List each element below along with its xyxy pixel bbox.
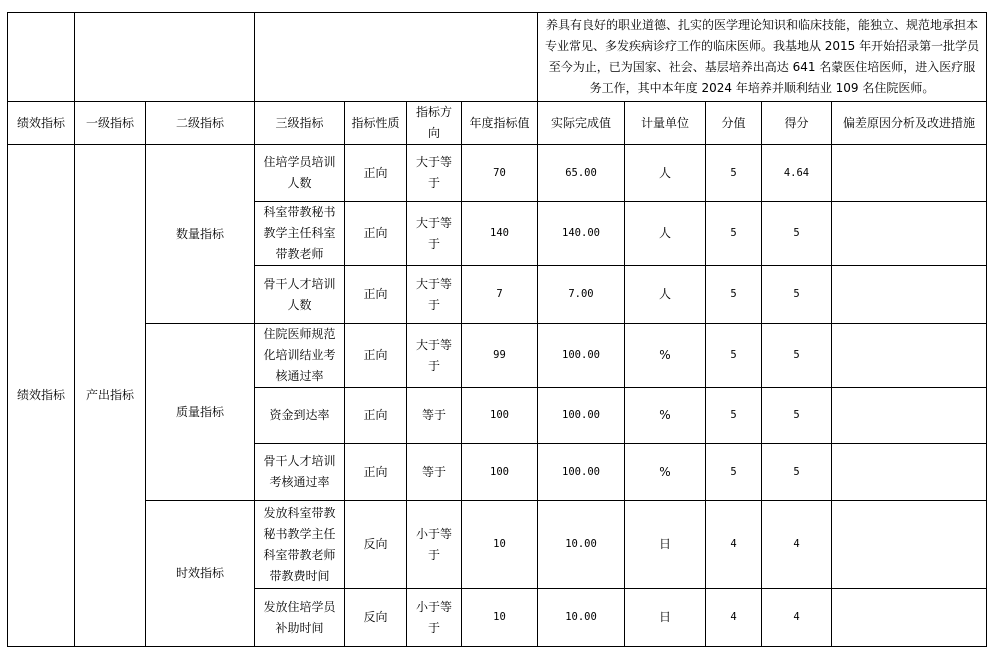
indicator-name: 发放科室带教秘书教学主任科室带教老师带教费时间 (255, 501, 345, 589)
score: 5 (762, 388, 832, 444)
annual-target: 100 (462, 444, 538, 501)
header-cell: 三级指标 (255, 102, 345, 145)
remark (832, 388, 987, 444)
performance-table (7, 12, 987, 647)
weight: 5 (706, 444, 762, 501)
indicator-name: 科室带教秘书教学主任科室带教老师 (255, 202, 345, 266)
header-cell: 指标方向 (407, 102, 462, 145)
weight: 4 (706, 589, 762, 647)
header-cell: 实际完成值 (538, 102, 625, 145)
remark (832, 145, 987, 202)
indicator-name: 住院医师规范化培训结业考核通过率 (255, 324, 345, 388)
remark (832, 266, 987, 324)
group-quality: 质量指标 (146, 324, 255, 501)
weight: 5 (706, 388, 762, 444)
unit: 日 (625, 501, 706, 589)
indicator-direction: 大于等于 (407, 324, 462, 388)
indicator-nature: 正向 (345, 444, 407, 501)
indicator-direction: 大于等于 (407, 145, 462, 202)
score: 5 (762, 444, 832, 501)
annual-target: 99 (462, 324, 538, 388)
level1-cell: 产出指标 (75, 145, 146, 647)
annual-target: 7 (462, 266, 538, 324)
annual-target: 140 (462, 202, 538, 266)
weight: 5 (706, 266, 762, 324)
blank-cell (8, 13, 75, 102)
indicator-name: 发放住培学员补助时间 (255, 589, 345, 647)
unit: 人 (625, 145, 706, 202)
remark (832, 202, 987, 266)
header-cell: 偏差原因分析及改进措施 (832, 102, 987, 145)
remark (832, 324, 987, 388)
indicator-direction: 等于 (407, 444, 462, 501)
score: 4 (762, 501, 832, 589)
header-cell: 得分 (762, 102, 832, 145)
actual-value: 100.00 (538, 444, 625, 501)
header-cell: 计量单位 (625, 102, 706, 145)
indicator-nature: 正向 (345, 388, 407, 444)
weight: 5 (706, 202, 762, 266)
indicator-direction: 大于等于 (407, 266, 462, 324)
unit: % (625, 444, 706, 501)
actual-value: 65.00 (538, 145, 625, 202)
score: 5 (762, 202, 832, 266)
score: 4.64 (762, 145, 832, 202)
actual-value: 10.00 (538, 501, 625, 589)
header-cell: 分值 (706, 102, 762, 145)
header-cell: 绩效指标 (8, 102, 75, 145)
header-cell: 二级指标 (146, 102, 255, 145)
weight: 5 (706, 145, 762, 202)
unit: 人 (625, 266, 706, 324)
indicator-nature: 正向 (345, 202, 407, 266)
actual-value: 7.00 (538, 266, 625, 324)
unit: 日 (625, 589, 706, 647)
group-quantity: 数量指标 (146, 145, 255, 324)
blank-cell (75, 13, 255, 102)
indicator-name: 资金到达率 (255, 388, 345, 444)
unit: % (625, 388, 706, 444)
indicator-name: 骨干人才培训人数 (255, 266, 345, 324)
group-timeliness: 时效指标 (146, 501, 255, 647)
header-cell: 一级指标 (75, 102, 146, 145)
header-row (8, 102, 987, 145)
intro-text: 养具有良好的职业道德、扎实的医学理论知识和临床技能，能独立、规范地承担本专业常见、多发疾病诊疗工作的临床医师。我基地从 2015 年开始招录第一批学员至今为止，已为国家、社会、基层培养出高达 641 名蒙医住培医师，进入医疗服务工作，其中本年度 2024 年培养并顺利结业 109 名住院医师。 (538, 13, 987, 102)
header-cell: 年度指标值 (462, 102, 538, 145)
intro-row (8, 13, 987, 102)
indicator-nature: 反向 (345, 589, 407, 647)
remark (832, 501, 987, 589)
unit: 人 (625, 202, 706, 266)
annual-target: 10 (462, 501, 538, 589)
level0-cell: 绩效指标 (8, 145, 75, 647)
score: 5 (762, 266, 832, 324)
table-row (8, 145, 987, 202)
actual-value: 140.00 (538, 202, 625, 266)
indicator-direction: 等于 (407, 388, 462, 444)
remark (832, 444, 987, 501)
indicator-name: 骨干人才培训考核通过率 (255, 444, 345, 501)
actual-value: 100.00 (538, 388, 625, 444)
annual-target: 100 (462, 388, 538, 444)
indicator-direction: 小于等于 (407, 501, 462, 589)
table-row (8, 501, 987, 589)
indicator-nature: 反向 (345, 501, 407, 589)
indicator-direction: 小于等于 (407, 589, 462, 647)
table-row (8, 324, 987, 388)
header-cell: 指标性质 (345, 102, 407, 145)
indicator-nature: 正向 (345, 324, 407, 388)
actual-value: 100.00 (538, 324, 625, 388)
remark (832, 589, 987, 647)
unit: % (625, 324, 706, 388)
indicator-name: 住培学员培训人数 (255, 145, 345, 202)
indicator-nature: 正向 (345, 145, 407, 202)
weight: 5 (706, 324, 762, 388)
indicator-nature: 正向 (345, 266, 407, 324)
blank-cell (255, 13, 538, 102)
actual-value: 10.00 (538, 589, 625, 647)
score: 5 (762, 324, 832, 388)
score: 4 (762, 589, 832, 647)
weight: 4 (706, 501, 762, 589)
annual-target: 10 (462, 589, 538, 647)
indicator-direction: 大于等于 (407, 202, 462, 266)
annual-target: 70 (462, 145, 538, 202)
